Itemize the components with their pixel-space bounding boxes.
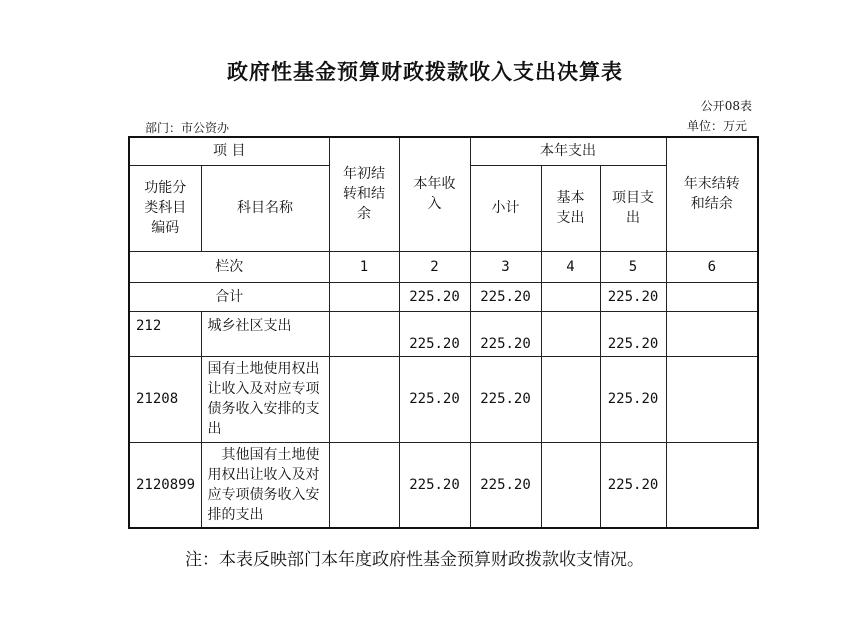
table-row	[129, 356, 758, 442]
row-subtotal: 225.20	[470, 356, 541, 442]
table-row	[129, 442, 758, 528]
department-label: 部门：市公资办	[145, 121, 230, 135]
page-title: 政府性基金预算财政拨款收入支出决算表	[227, 59, 623, 84]
row-name: 国有土地使用权出让收入及对应专项债务收入安排的支出	[201, 356, 329, 442]
header-func-code: 功能分类科目编码	[129, 165, 201, 251]
col-index-6: 6	[666, 251, 758, 282]
header-subject-name: 科目名称	[201, 165, 329, 251]
row-basic-expense	[541, 311, 600, 356]
col-index-1: 1	[329, 251, 399, 282]
row-current-income: 225.20	[399, 442, 470, 528]
row-code: 212	[129, 311, 201, 356]
col-index-3: 3	[470, 251, 541, 282]
total-subtotal: 225.20	[470, 282, 541, 311]
header-current-income: 本年收入	[399, 137, 470, 251]
header-subtotal: 小计	[470, 165, 541, 251]
total-project-expense: 225.20	[600, 282, 666, 311]
row-subtotal: 225.20	[470, 442, 541, 528]
header-opening-balance: 年初结转和结余	[329, 137, 399, 251]
row-closing-balance	[666, 442, 758, 528]
unit-label: 单位：万元	[686, 119, 747, 133]
row-basic-expense	[541, 442, 600, 528]
column-index-label: 栏次	[129, 251, 329, 282]
row-project-expense: 225.20	[600, 356, 666, 442]
table-row-total	[129, 282, 758, 311]
col-index-5: 5	[600, 251, 666, 282]
row-opening-balance	[329, 356, 399, 442]
total-label: 合计	[129, 282, 329, 311]
row-project-expense: 225.20	[600, 442, 666, 528]
footnote: 注：本表反映部门本年度政府性基金预算财政拨款收支情况。	[185, 550, 644, 570]
row-subtotal: 225.20	[470, 311, 541, 356]
row-closing-balance	[666, 356, 758, 442]
col-index-2: 2	[399, 251, 470, 282]
row-code: 2120899	[129, 442, 201, 528]
header-current-expense: 本年支出	[470, 137, 666, 165]
header-basic-expense: 基本支出	[541, 165, 600, 251]
total-current-income: 225.20	[399, 282, 470, 311]
row-current-income: 225.20	[399, 311, 470, 356]
row-opening-balance	[329, 442, 399, 528]
row-basic-expense	[541, 356, 600, 442]
fund-budget-table	[128, 136, 759, 529]
row-closing-balance	[666, 311, 758, 356]
header-project-expense: 项目支出	[600, 165, 666, 251]
form-number: 公开08表	[700, 99, 752, 113]
row-current-income: 225.20	[399, 356, 470, 442]
row-code: 21208	[129, 356, 201, 442]
row-project-expense: 225.20	[600, 311, 666, 356]
total-opening-balance	[329, 282, 399, 311]
row-opening-balance	[329, 311, 399, 356]
header-closing-balance: 年末结转和结余	[666, 137, 758, 251]
total-closing-balance	[666, 282, 758, 311]
total-basic-expense	[541, 282, 600, 311]
header-project: 项 目	[129, 137, 329, 165]
row-name: 其他国有土地使用权出让收入及对应专项债务收入安排的支出	[201, 442, 329, 528]
col-index-4: 4	[541, 251, 600, 282]
table-row	[129, 311, 758, 356]
row-name: 城乡社区支出	[201, 311, 329, 356]
